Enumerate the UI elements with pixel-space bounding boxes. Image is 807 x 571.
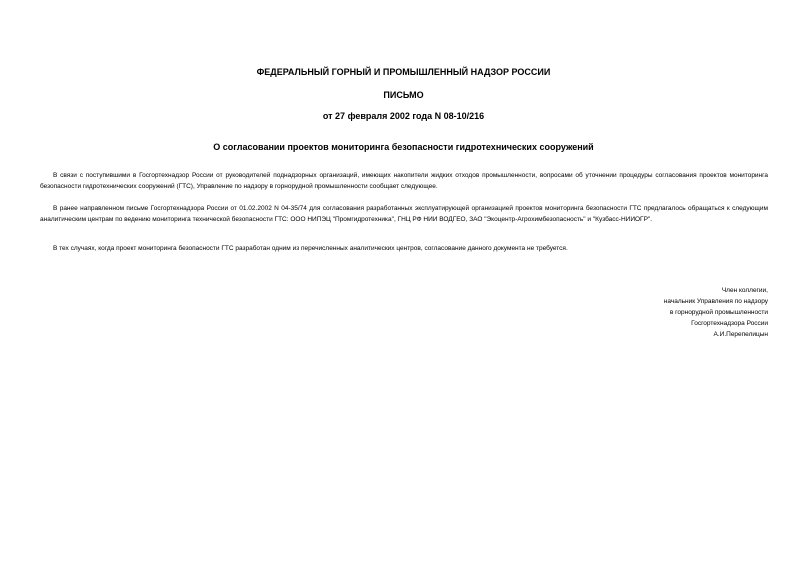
body-paragraph: В тех случаях, когда проект мониторинга безопасности ГТС разработан одним из перечисленных аналитических центров, согласование данного документа не требуется. <box>53 245 568 252</box>
body-paragraph: В связи с поступившими в Госгортехнадзор России от руководителей поднадзорных организаций, имеющих накопители жидких отходов промышленности, вопросами об уточнении процедуры согласования проектов мониторинга безопасности гидротехнических сооружений (ГТС), Управление по надзору в горнорудной промышленности сообщает следующее. <box>40 172 768 190</box>
document-type-heading: ПИСЬМО <box>383 90 424 100</box>
document-subject: О согласовании проектов мониторинга безопасности гидротехнических сооружений <box>213 142 594 152</box>
signature-block <box>664 285 768 340</box>
body-paragraph: В ранее направленном письме Госгортехнадзора России от 01.02.2002 N 04-35/74 для согласования разработанных эксплуатирующей организацией проектов мониторинга безопасности ГТС предлагалось обращаться к следующим аналитическим центрам по ведению мониторинга технической безопасности ГТС: ООО НИПЭЦ "Промгидротехника", ГНЦ РФ НИИ ВОДГЕО, ЗАО "Экоцентр-Агрохимбезопасность" и "Кузбасс-НИИОГР". <box>40 205 768 223</box>
signer-name: А.И.Перепелицын <box>713 331 768 338</box>
signature-line: Госгортехнадзора России <box>691 320 768 327</box>
document-date-number: от 27 февраля 2002 года N 08-10/216 <box>322 111 485 121</box>
organization-heading: ФЕДЕРАЛЬНЫЙ ГОРНЫЙ И ПРОМЫШЛЕННЫЙ НАДЗОР РОССИИ <box>256 67 551 77</box>
signature-line: начальник Управления по надзору <box>663 298 768 305</box>
signature-line: в горнорудной промышленности <box>669 309 768 316</box>
signature-line: Член коллегии, <box>721 287 768 294</box>
